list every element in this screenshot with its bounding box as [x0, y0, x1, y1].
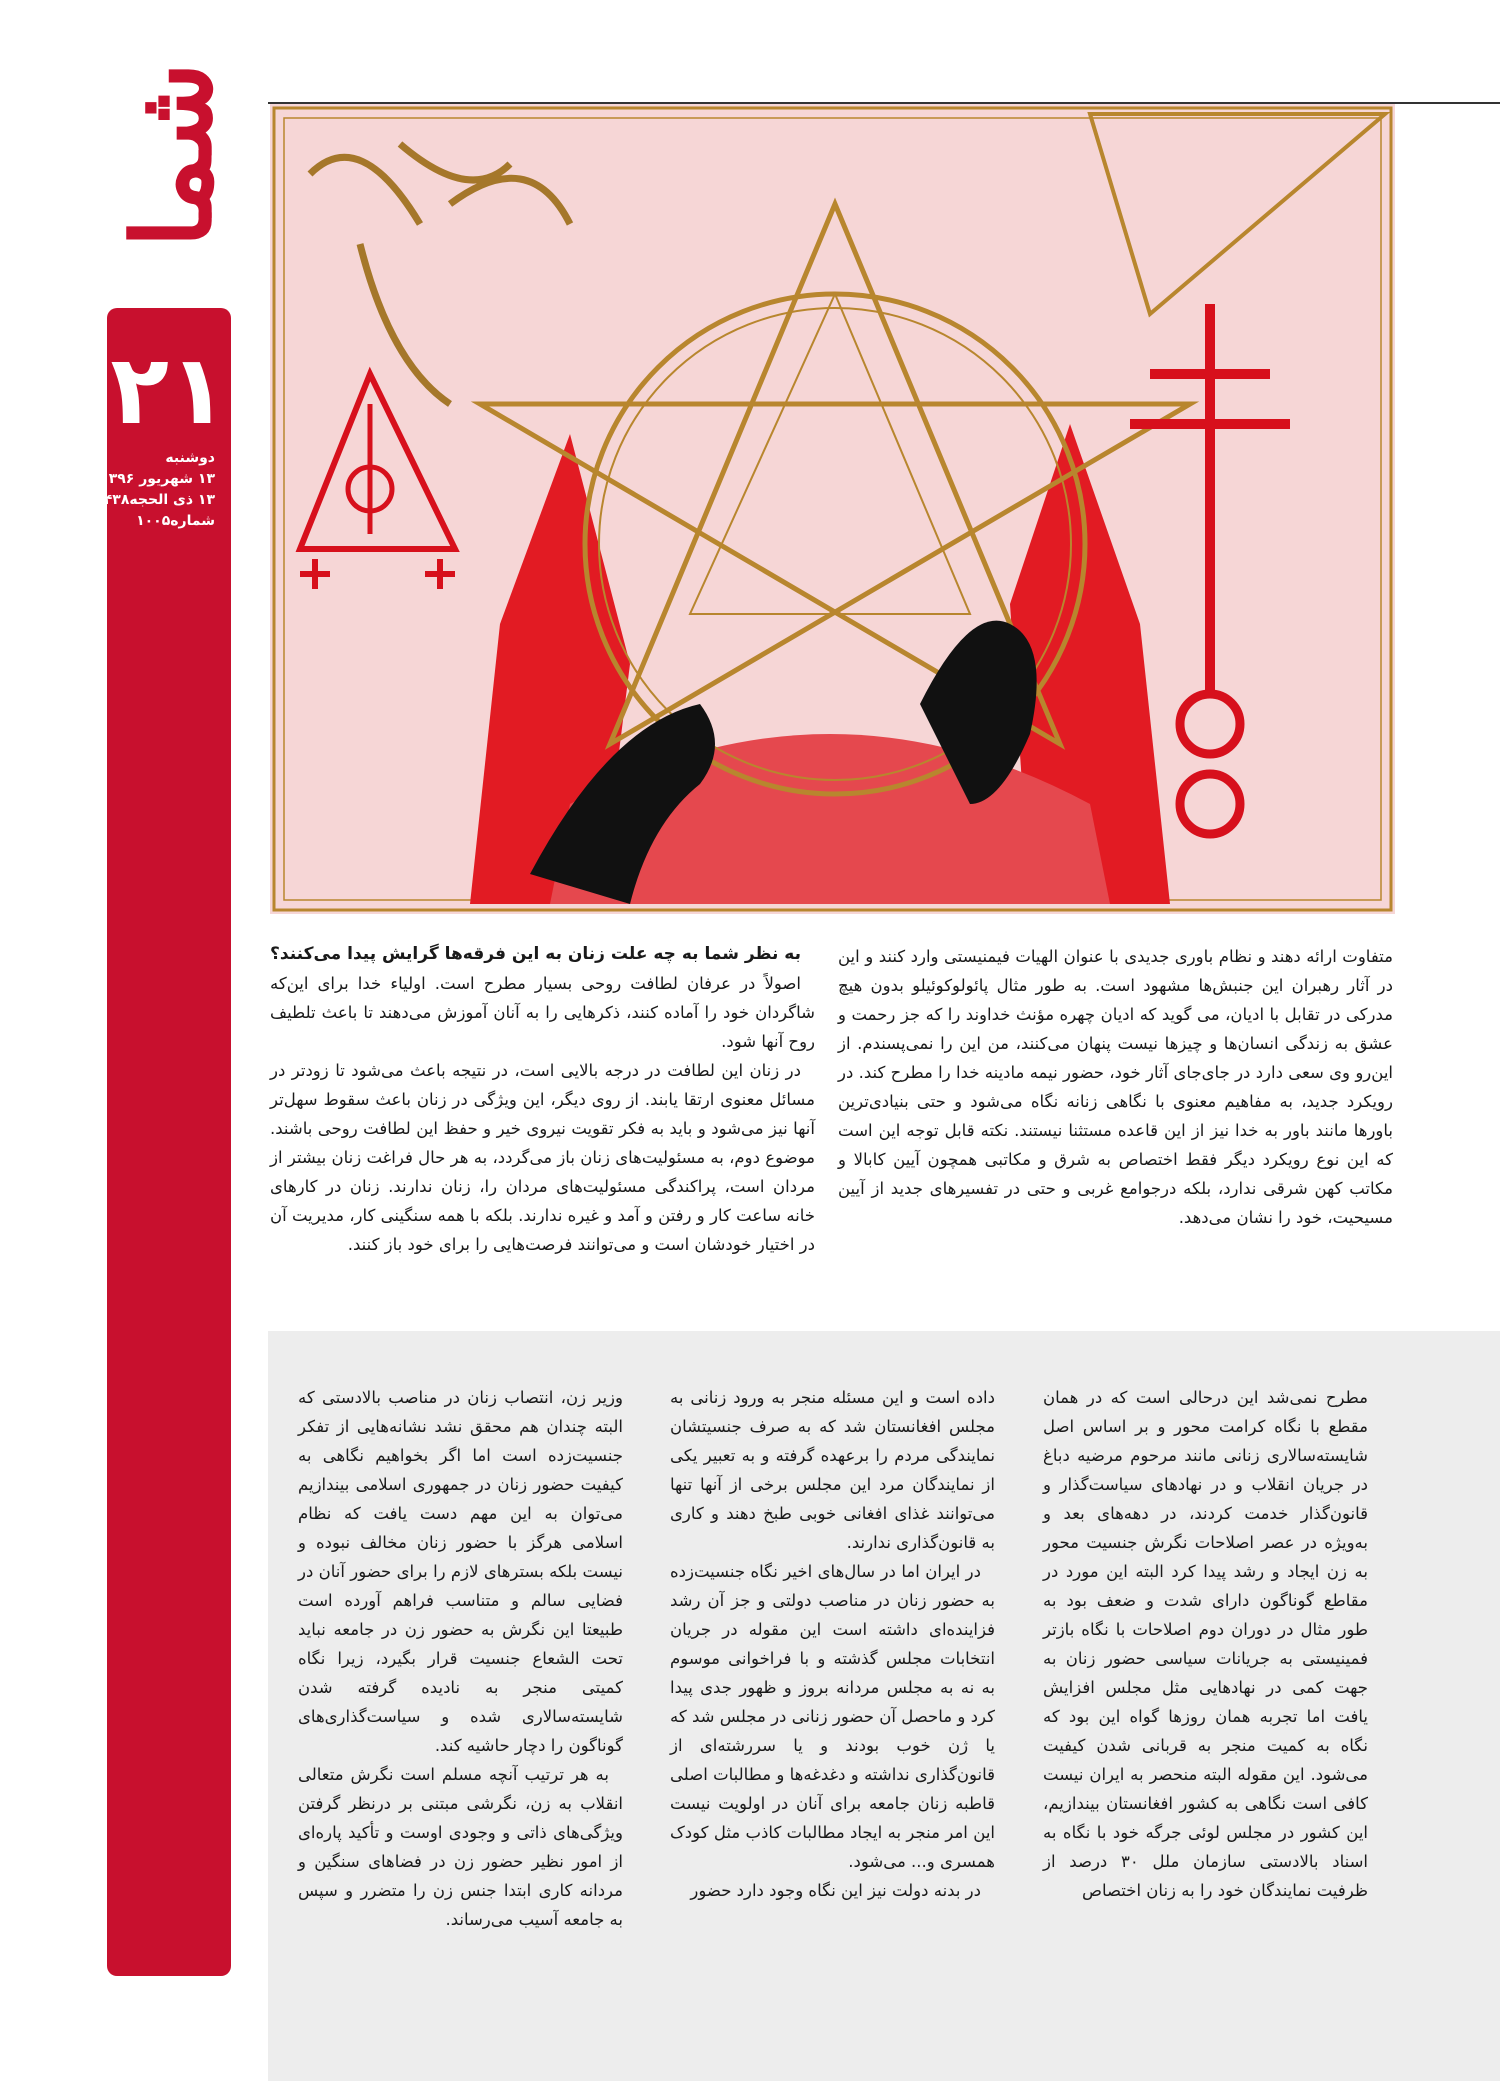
paragraph: در ایران اما در سال‌های اخیر نگاه جنسیت‌زده به حضور زنان در مناصب دولتی و جز آن رشد فزاینده‌ای داشته است این مقوله در جریان انتخابات مجلس گذشته و با فراخوانی موسوم به نه به مجلس مردانه بروز و ظهور جدی پیدا کرد و ماحصل آن حضور زنانی در مجلس شد که یا ژن خوب بودند و یا سررشته‌ای از قانون‌گذاری نداشته و دغدغه‌ها و مطالبات اصلی قاطبه زنان جامعه برای آنان در اولویت نیست این امر منجر به ایجاد مطالبات کاذب مثل کودک همسری و... می‌شود. [670, 1562, 995, 1871]
magazine-logo: شما [110, 62, 236, 248]
top-left-column [270, 940, 815, 1259]
issue-meta [95, 448, 215, 532]
issue-date-lunar: ۱۳ ذی الحجه۱۴۳۸ [95, 492, 215, 508]
occult-pentagram-artwork [270, 104, 1395, 914]
issue-number: ۲۱ [110, 334, 228, 446]
paragraph: مطرح نمی‌شد این درحالی است که در همان مقطع با نگاه کرامت محور و بر اساس اصل شایسته‌سالاری زنانی مانند مرحوم مرضیه دباغ در جریان انقلاب و در نهادهای سیاست‌گذار و قانون‌گذار خدمت کردند، در دهه‌های بعد و به‌ویژه در عصر اصلاحات نگرش جنسیت محور به زن ایجاد و رشد پیدا کرد البته این مورد در مقاطع گوناگون دارای شدت و ضعف بود به طور مثال در دوران دوم اصلاحات با نگاه بازتر فمینیستی به جریانات سیاسی حضور زنان به جهت کمی در نهادهایی مثل مجلس افزایش یافت اما تجربه همان روزها گواه این بود که نگاه به کمیت منجر به قربانی شدن کیفیت می‌شود. این مقوله البته منحصر به ایران نیست کافی است نگاهی به کشور افغانستان بیندازیم، این کشور در مجلس لوئی جرگه خود با نگاه به اسناد بالادستی سازمان ملل ۳۰ درصد از ظرفیت نمایندگان خود را به زنان اختصاص [1043, 1388, 1368, 1900]
issue-date-solar: ۱۳ شهریور ۱۳۹۶ [100, 471, 215, 487]
paragraph: اصولاً در عرفان لطافت روحی بسیار مطرح است. اولیاء خدا برای این‌که شاگردان خود را آماده کنند، ذکرهایی را به آنان آموزش می‌دهند تا باعث تلطیف روح آنها شود. [270, 974, 815, 1051]
hero-illustration [270, 104, 1395, 914]
paragraph: داده است و این مسئله منجر به ورود زنانی به مجلس افغانستان شد که به صرف جنسیتشان نمایندگی مردم را برعهده گرفته و به تعبیر یکی از نمایندگان مرد این مجلس برخی از آنها تنها می‌توانند غذای افغانی خوبی طبخ دهند و کاری به قانون‌گذاری ندارند. [670, 1388, 995, 1552]
issue-day: دوشنبه [165, 450, 215, 466]
paragraph: به هر ترتیب آنچه مسلم است نگرش متعالی انقلاب به زن، نگرشی مبتنی بر درنظر گرفتن ویژگی‌های ذاتی و وجودی اوست و تأکید پاره‌ای از امور نظیر حضور زن در فضاهای سنگین و مردانه کاری ابتدا جنس زن را متضرر و سپس به جامعه آسیب می‌رساند. [298, 1765, 623, 1929]
interview-question: به نظر شما به چه علت زنان به این فرقه‌ها گرایش پیدا می‌کنند؟ [270, 944, 801, 964]
bottom-column-right [1043, 1383, 1368, 1905]
bottom-column-left [298, 1383, 623, 1934]
issue-sidebar [95, 308, 231, 1976]
paragraph: در زنان این لطافت در درجه بالایی است، در نتیجه باعث می‌شود تا زودتر در مسائل معنوی ارتقا یابند. از روی دیگر، این ویژگی در زنان باعث سقوط سهل‌تر آنها نیز می‌شود و باید به فکر تقویت نیروی خیر و حفظ این لطافت روحی باشند. موضوع دوم، به مسئولیت‌های زنان باز می‌گردد، به هر حال فراغت زنان بیشتر از مردان است، پراکندگی مسئولیت‌های مردان را، زنان ندارند. زنان در کارهای خانه ساعت کار و رفتن و آمد و غیره ندارند. بلکه با همه سنگینی کار، مدیریت آن در اختیار خودشان است و می‌توانند فرصت‌هایی را برای خود باز کنند. [270, 1061, 815, 1254]
paragraph: متفاوت ارائه دهند و نظام باوری جدیدی با عنوان الهیات فیمنیستی وارد کنند و این در آثار رهبران این جنبش‌ها مشهود است. به طور مثال پائولوکوئیلو بدون هیچ مدرکی در تقابل با ادیان، می گوید که ادیان چهره مؤنث خداوند را که جز رحمت و عشق به زندگی انسان‌ها و چیزها نیست پنهان می‌کنند، من این را نمی‌پسندم. از این‌رو وی سعی دارد در جای‌جای آثار خود، حضور نیمه مادینه خدا را مطرح کند. در رویکرد جدید، به مفاهیم معنوی با نگاهی زنانه نگاه می‌شود و حتی بنیادی‌ترین باورها مانند باور به خدا نیز از این قاعده مستثنا نیستند. نکته قابل توجه این است که این نوع رویکرد دیگر فقط اختصاص به شرق و مکاتبی همچون آیین کابالا و مکاتب کهن شرقی ندارد، بلکه درجوامع غربی و حتی در تفسیرهای جدید از آیین مسیحیت، خود را نشان می‌دهد. [838, 947, 1393, 1227]
top-right-column [838, 942, 1393, 1232]
issue-label: شماره۱۰۰۵ [136, 513, 215, 529]
paragraph: وزیر زن، انتصاب زنان در مناصب بالادستی که البته چندان هم محقق نشد نشانه‌هایی از تفکر جنسیت‌زده است اما اگر بخواهیم نگاهی به کیفیت حضور زنان در جمهوری اسلامی بیندازیم می‌توان به این مهم دست یافت که نظام اسلامی هرگز با حضور زنان مخالف نبوده و نیست بلکه بسترهای لازم را برای حضور آنان در فضایی سالم و متناسب فراهم آورده است طبیعتا این نگرش به حضور زن در جامعه نباید تحت الشعاع جنسیت قرار بگیرد، زیرا نگاه کمیتی منجر به نادیده گرفته شدن شایسته‌سالاری شده و سیاست‌گذاری‌های گوناگون را دچار حاشیه کند. [298, 1388, 623, 1755]
paragraph: در بدنه دولت نیز این نگاه وجود دارد حضور [690, 1881, 981, 1900]
bottom-column-middle [670, 1383, 995, 1905]
